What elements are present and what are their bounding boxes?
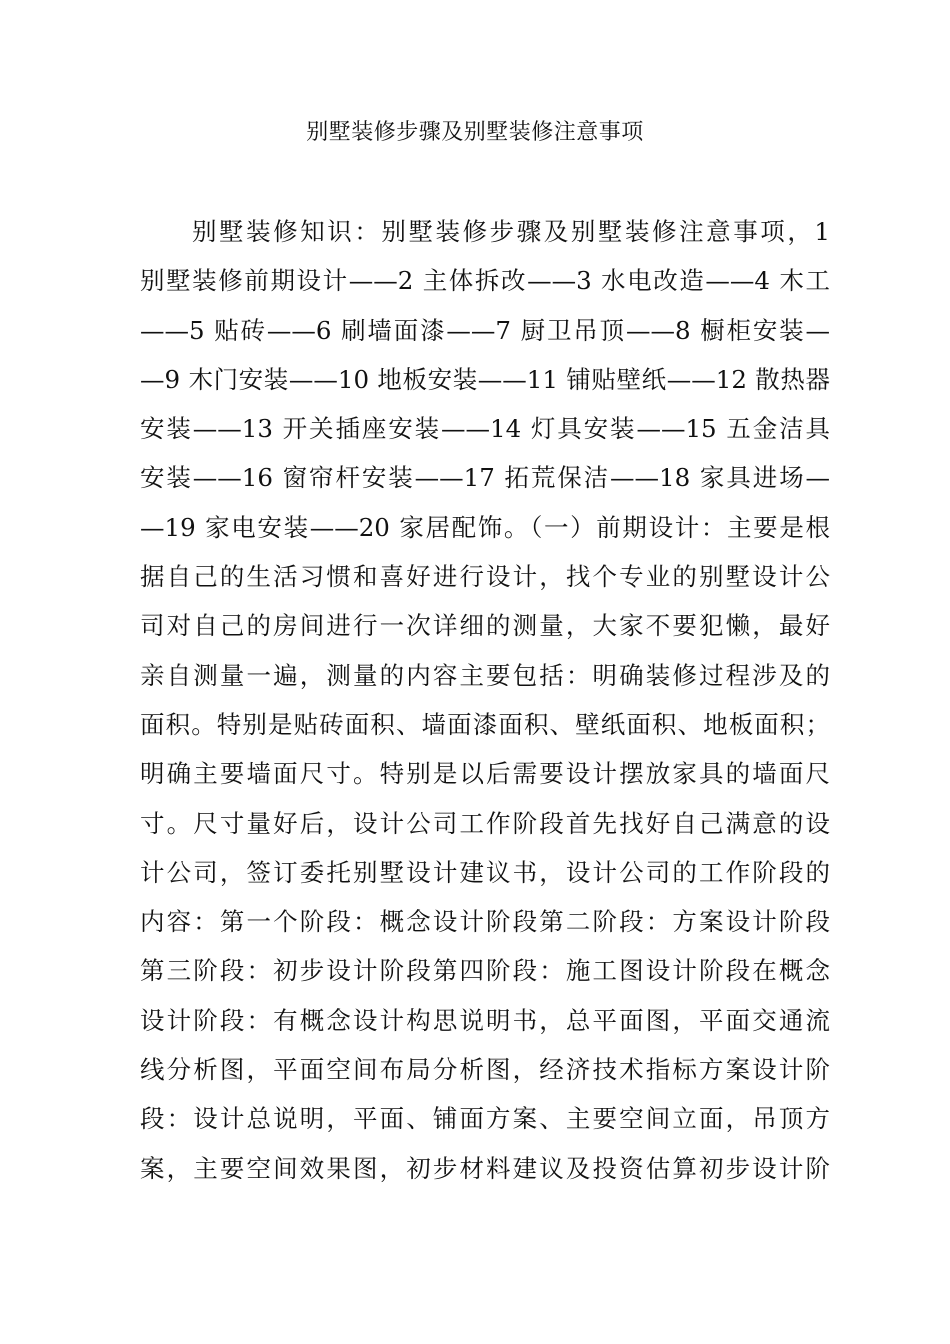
body-line: 司对自己的房间进行一次详细的测量，大家不要犯懒，最好: [140, 611, 830, 641]
body-line: ——5 贴砖——6 刷墙面漆——7 厨卫吊顶——8 橱柜安装—: [140, 315, 830, 345]
body-line: 第三阶段：初步设计阶段第四阶段：施工图设计阶段在概念: [140, 956, 830, 986]
body-line: 寸。尺寸量好后，设计公司工作阶段首先找好自己满意的设: [140, 808, 830, 838]
body-line: 案，主要空间效果图，初步材料建议及投资估算初步设计阶: [140, 1153, 830, 1183]
body-line: 亲自测量一遍，测量的内容主要包括：明确装修过程涉及的: [140, 660, 830, 690]
body-line: 线分析图，平面空间布局分析图，经济技术指标方案设计阶: [140, 1055, 830, 1085]
body-line: 安装——13 开关插座安装——14 灯具安装——15 五金洁具: [140, 414, 830, 444]
body-line: 安装——16 窗帘杆安装——17 拓荒保洁——18 家具进场—: [140, 463, 830, 493]
body-line: 据自己的生活习惯和喜好进行设计，找个专业的别墅设计公: [140, 562, 830, 592]
body-line: —9 木门安装——10 地板安装——11 铺贴壁纸——12 散热器: [140, 364, 830, 394]
body-line: 段：设计总说明，平面、铺面方案、主要空间立面，吊顶方: [140, 1104, 830, 1134]
body-line: 别墅装修知识：别墅装修步骤及别墅装修注意事项，1: [192, 217, 830, 246]
body-line: —19 家电安装——20 家居配饰。（一）前期设计：主要是根: [140, 512, 830, 542]
body-line: 内容：第一个阶段：概念设计阶段第二阶段：方案设计阶段: [140, 907, 830, 937]
body-line: 明确主要墙面尺寸。特别是以后需要设计摆放家具的墙面尺: [140, 759, 830, 789]
document-title: 别墅装修步骤及别墅装修注意事项: [306, 120, 644, 145]
document-body: [140, 207, 830, 1193]
body-line: 设计阶段：有概念设计构思说明书，总平面图，平面交通流: [140, 1005, 830, 1035]
body-line: 面积。特别是贴砖面积、墙面漆面积、壁纸面积、地板面积；: [140, 709, 830, 739]
body-line: 计公司，签订委托别墅设计建议书，设计公司的工作阶段的: [140, 857, 830, 887]
body-line: 别墅装修前期设计——2 主体拆改——3 水电改造——4 木工: [140, 266, 830, 296]
